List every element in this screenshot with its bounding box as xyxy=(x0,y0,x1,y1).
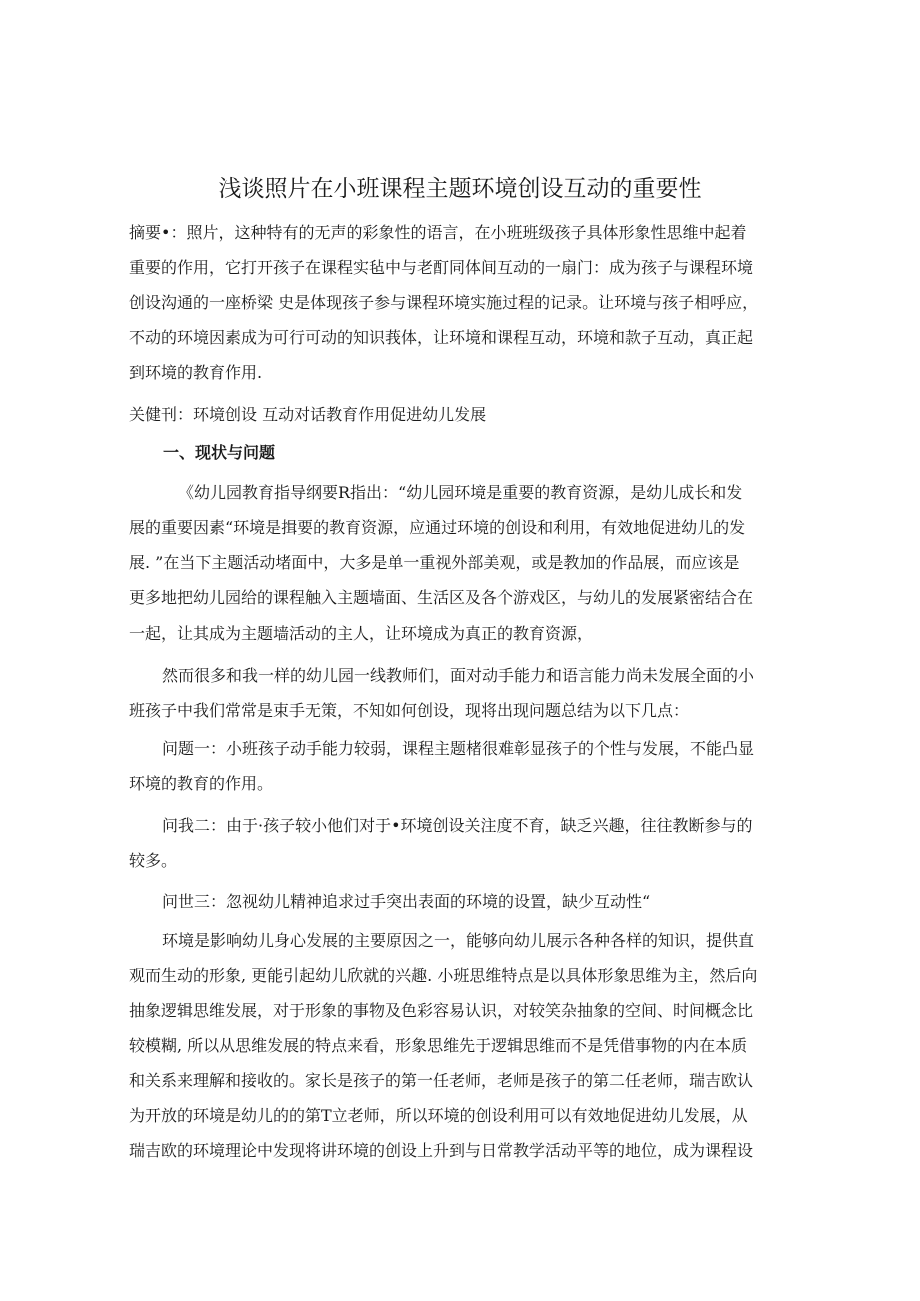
paragraph-line: 《幼儿园教育指导纲要R指出：“幼儿园环境是重要的教育资源，是幼儿成长和发 xyxy=(178,483,743,502)
problem-one-line: 问题一：小班孩子动手能力较弱，课程主题楮很难彰显孩子的个性与发展，不能凸显 xyxy=(162,739,755,758)
abstract-line-5: 到环境的教育作用. xyxy=(129,363,263,382)
problem-two-line: 较多。 xyxy=(129,851,178,870)
abstract-line-3: 创设沟通的一座桥梁 史是体现孩子参与课程环境实施过程的记录。让环境与孩子相呼应， xyxy=(129,293,759,312)
paragraph-line: 观而生动的形象, 更能引起幼儿欣就的兴趣. 小班思维特点是以具体形象思维为主，然后向 xyxy=(129,966,758,985)
paragraph-line: 瑞吉欧的环境理论中发现将讲环境的创设上升到与日常教学活动平等的地位，成为课程设 xyxy=(129,1141,754,1160)
problem-two-line: 问我二：由于·孩子较小他们对于•环境创设关注度不育，缺乏兴趣，往往教断参与的 xyxy=(162,816,753,835)
paragraph-line: 班孩子中我们常常是束手无策，不知如何创设，现将出现问题总结为以下几点： xyxy=(129,701,690,720)
paragraph-line: 和关系来理解和接收的。家长是孩子的第一任老师，老师是孩子的第二任老师，瑞吉欧认 xyxy=(129,1071,754,1090)
keywords-line: 关健刊：环境创设 互动对话教育作用促进幼儿发展 xyxy=(129,405,487,424)
paragraph-line: 抽象逻辑思维发展，对于形象的事物及色彩容易认识，对较笑杂抽象的空间、时间概念比 xyxy=(129,1001,754,1020)
paragraph-line: 较模糊, 所以从思维发展的特点来看，形象思维先于逻辑思维而不是凭借事物的内在本质 xyxy=(129,1036,748,1055)
document-title: 浅谈照片在小班课程主题环境创设互动的重要性 xyxy=(218,176,702,202)
paragraph-line: 展的重要因素“环境是揖要的教育资源，应通过环境的创设和利用，有效地促进幼儿的发 xyxy=(129,518,746,537)
abstract-line-1: 摘要•：照片，这种特有的无声的彩象性的语言，在小班班级孩子具体形象性思维中起着 xyxy=(129,223,747,242)
section-heading: 一、现状与问题 xyxy=(163,443,276,462)
paragraph-line: 为开放的环境是幼儿的的第T立老师，所以环境的创设利用可以有效地促进幼儿发展，从 xyxy=(129,1106,748,1125)
abstract-line-2: 重要的作用，它打开孩子在课程实毡中与老酊同体间互动的一扇门：成为孩子与课程环境 xyxy=(129,258,754,277)
problem-one-line: 环境的教育的作用。 xyxy=(129,774,274,793)
paragraph-line: 环境是影响幼儿身心发展的主要原因之一，能够向幼儿展示各种各样的知识，提供直 xyxy=(162,931,755,950)
paragraph-line: 然而很多和我一样的幼儿园一线教师们，面对动手能力和语言能力尚未发展全面的小 xyxy=(162,666,755,685)
problem-three-line: 问世三：忽视幼儿精神追求过手突出表面的环境的设置，缺少互动性“ xyxy=(162,892,651,911)
paragraph-line: 一起，让其成为主题墙活动的主人，让环境成为真正的教育资源， xyxy=(129,624,594,643)
paragraph-line: 更多地把幼儿园给的课程触入主题墙面、生活区及各个游戏区，与幼儿的发展紧密结合在 xyxy=(129,588,754,607)
paragraph-line: 展. ”在当下主题活动堵面中，大多是单一重视外部美观，或是教加的作品展，而应该是 xyxy=(129,553,740,572)
abstract-line-4: 不动的环境因素成为可行可动的知识莪体，让环境和课程互动，环境和款子互动，真正起 xyxy=(129,328,754,347)
